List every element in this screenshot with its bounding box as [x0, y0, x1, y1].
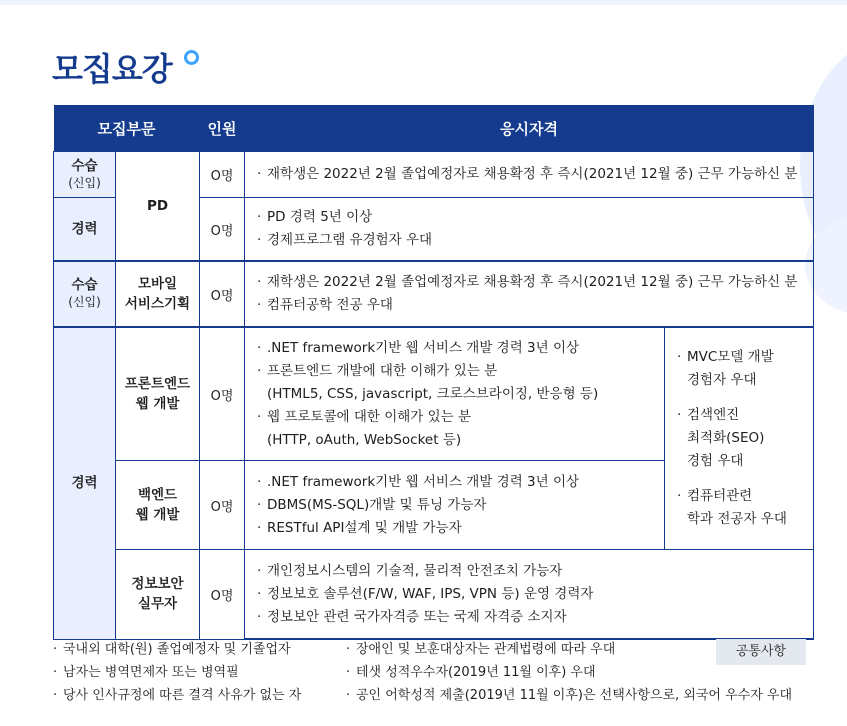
table-header-row	[54, 105, 814, 152]
preference-detail: 학과 전공자 우대	[687, 511, 787, 527]
preference-detail: 경험 우대	[687, 453, 744, 469]
qualification-cell	[245, 327, 665, 461]
position-line: 웹 개발	[135, 396, 180, 412]
position-frontend	[116, 327, 200, 461]
category-experienced: 경력	[54, 198, 116, 262]
position-line: 모바일	[137, 276, 178, 292]
position-line: 백엔드	[137, 487, 178, 503]
qualification-cell	[245, 152, 814, 198]
qualification-item: · RESTful API설계 및 개발 가능자	[257, 517, 664, 540]
qualification-cell	[245, 461, 665, 550]
table-row	[54, 152, 814, 198]
qualification-item: · 웹 프로토콜에 대한 이해가 있는 분	[257, 406, 664, 429]
position-line: 정보보안	[131, 576, 184, 593]
preference-detail: 최적화(SEO)	[687, 430, 765, 446]
position-pd: PD	[116, 152, 200, 262]
headcount: O명	[200, 152, 245, 198]
table-row	[54, 327, 814, 461]
position-security	[116, 550, 200, 640]
category-experienced: 경력	[54, 327, 116, 639]
qualification-item: · 컴퓨터공학 전공 우대	[257, 294, 813, 317]
position-mobile	[116, 261, 200, 327]
position-line: 프론트엔드	[124, 376, 191, 392]
qualification-cell	[245, 550, 814, 640]
common-list-left	[53, 638, 343, 707]
position-line: 서비스기획	[124, 296, 191, 312]
position-backend	[116, 461, 200, 550]
qualification-item: · 개인정보시스템의 기술적, 물리적 안전조치 가능자	[257, 560, 813, 583]
common-item: · 장애인 및 보훈대상자는 관계법령에 따라 우대	[346, 638, 816, 661]
preference-cell	[665, 327, 814, 550]
qualification-item: · .NET framework기반 웹 서비스 개발 경력 3년 이상	[257, 471, 664, 494]
common-item: · 남자는 병역면제자 또는 병역필	[53, 661, 343, 684]
qualification-item: · 재학생은 2022년 2월 졸업예정자로 채용확정 후 즉시(2021년 12월 중) 근무 가능하신 분	[257, 163, 813, 186]
common-item: · 공인 어학성적 제출(2019년 11월 이후)은 선택사항으로, 외국어 우수자 우대	[346, 684, 816, 707]
category-intern	[54, 261, 116, 327]
common-item: · 당사 인사규정에 따른 결격 사유가 없는 자	[53, 684, 343, 707]
qualification-item: · 프론트엔드 개발에 대한 이해가 있는 분	[257, 360, 664, 383]
common-item: · 테샛 성적우수자(2019년 11월 이후) 우대	[346, 661, 816, 684]
top-decor-bar	[0, 0, 847, 5]
page-title-text: 모집요강	[52, 50, 172, 88]
qualification-item: · PD 경력 5년 이상	[257, 206, 813, 229]
preference-detail: 경험자 우대	[687, 372, 757, 388]
headcount: O명	[200, 327, 245, 461]
qualification-detail: (HTML5, CSS, javascript, 크로스브라이징, 반응형 등)	[267, 385, 599, 402]
headcount: O명	[200, 261, 245, 327]
position-line: 실무자	[137, 596, 178, 613]
qualification-item: · 경제프로그램 유경험자 우대	[257, 229, 813, 252]
header-count: 인원	[200, 105, 245, 152]
category-label: 수습	[71, 157, 98, 174]
preference-item: · 컴퓨터관련	[677, 485, 813, 508]
category-sub-label: (신입)	[68, 295, 101, 309]
preference-item: · 검색엔진	[677, 404, 813, 427]
table-row	[54, 261, 814, 327]
category-sub-label: (신입)	[68, 175, 101, 190]
headcount: O명	[200, 198, 245, 262]
header-division: 모집부문	[54, 105, 200, 152]
title-dot-icon	[184, 50, 199, 65]
common-badge: 공통사항	[716, 639, 806, 665]
header-qualification: 응시자격	[245, 105, 814, 152]
headcount: O명	[200, 550, 245, 640]
table-row	[54, 550, 814, 640]
qualification-cell	[245, 198, 814, 262]
headcount: O명	[200, 461, 245, 550]
preference-item: · MVC모델 개발	[677, 346, 813, 369]
qualification-item: · DBMS(MS-SQL)개발 및 튜닝 가능자	[257, 494, 664, 517]
position-line: 웹 개발	[135, 507, 180, 523]
category-label: 수습	[71, 277, 98, 293]
category-intern	[54, 152, 116, 198]
qualification-item: · 재학생은 2022년 2월 졸업예정자로 채용확정 후 즉시(2021년 12월 중) 근무 가능하신 분	[257, 271, 813, 294]
qualification-cell	[245, 261, 814, 327]
qualification-item: · 정보보호 솔루션(F/W, WAF, IPS, VPN 등) 운영 경력자	[257, 583, 813, 606]
recruitment-table	[53, 105, 814, 640]
page-title	[52, 44, 172, 90]
qualification-item: · 정보보안 관련 국가자격증 또는 국제 자격증 소지자	[257, 606, 813, 629]
qualification-detail: (HTTP, oAuth, WebSocket 등)	[267, 431, 462, 448]
qualification-item: · .NET framework기반 웹 서비스 개발 경력 3년 이상	[257, 337, 664, 360]
common-item: · 국내외 대학(원) 졸업예정자 및 기졸업자	[53, 638, 343, 661]
